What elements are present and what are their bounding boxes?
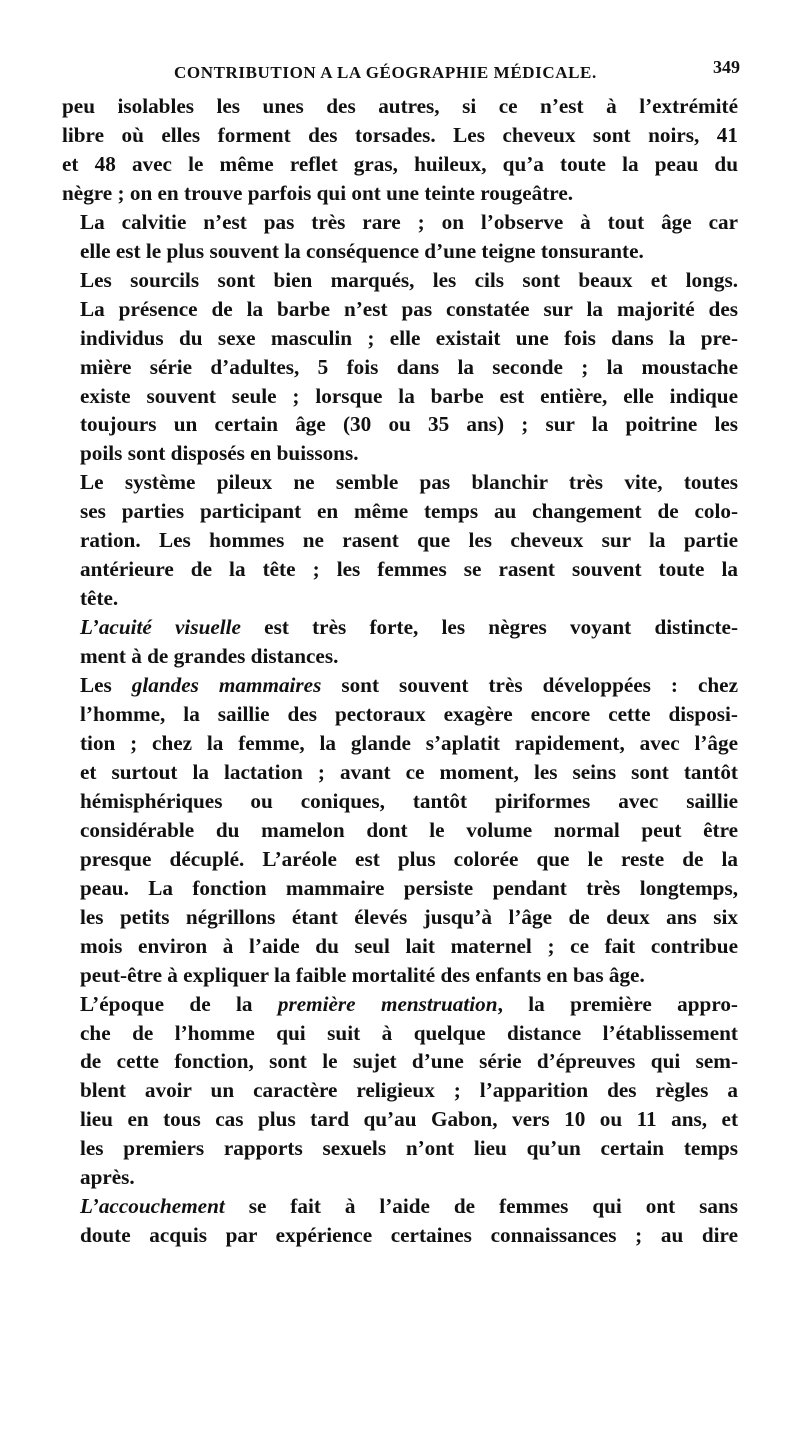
text-run: se fait à l’aide de femmes qui ont sans <box>224 1194 738 1219</box>
paragraph-sourcils <box>62 266 738 469</box>
header-title: CONTRIBUTION A LA GÉOGRAPHIE MÉDICALE. <box>174 63 597 82</box>
text-line: lieu en tous cas plus tard qu’au Gabon, vers 10 ou 11 ans, et <box>80 1107 738 1132</box>
text-line: mois environ à l’aide du seul lait maternel ; ce fait contribue <box>80 933 738 958</box>
text-line: tête. <box>80 586 119 611</box>
text-line: et 48 avec le même reflet gras, huileux, qu’a toute la peau du <box>62 151 738 176</box>
text-line: ses parties participant en même temps au changement de colo- <box>80 499 738 524</box>
text-line: ration. Les hommes ne rasent que les cheveux sur la partie <box>80 528 738 553</box>
text-run: est très forte, les nègres voyant distincte- <box>240 615 739 640</box>
paragraph-calvitie <box>62 208 738 266</box>
text-line: presque décuplé. L’aréole est plus colorée que le reste de la <box>80 846 738 871</box>
text-line: peau. La fonction mammaire persiste pendant très longtemps, <box>80 875 738 900</box>
text-line: doute acquis par expérience certaines connaissances ; au dire <box>80 1223 738 1248</box>
text-line <box>62 990 738 1019</box>
text-line: tion ; chez la femme, la glande s’aplatit rapidement, avec l’âge <box>80 730 738 755</box>
text-line: mière série d’adultes, 5 fois dans la seconde ; la moustache <box>80 354 738 379</box>
text-line: elle est le plus souvent la conséquence d’une teigne tonsurante. <box>80 238 644 263</box>
text-line: après. <box>80 1165 135 1190</box>
text-line: che de l’homme qui suit à quelque distance l’établissement <box>80 1020 738 1045</box>
paragraph-acuite-visuelle <box>62 613 738 671</box>
text-line: individus du sexe masculin ; elle existait une fois dans la pre- <box>80 325 738 350</box>
text-line: l’homme, la saillie des pectoraux exagère encore cette disposi- <box>80 702 738 727</box>
paragraph-systeme-pileux <box>62 468 738 613</box>
paragraph-glandes-mammaires <box>62 671 738 989</box>
emphasis-term: L’acuité visuelle <box>80 615 241 640</box>
text-line: peu isolables les unes des autres, si ce n’est à l’extrémité <box>62 94 738 118</box>
text-run: sont souvent très développées : chez <box>321 673 738 698</box>
text-line: de cette fonction, sont le sujet d’une série d’épreuves qui sem- <box>80 1049 738 1074</box>
text-line: antérieure de la tête ; les femmes se rasent souvent toute la <box>80 557 738 582</box>
text-line: nègre ; on en trouve parfois qui ont une teinte rougeâtre. <box>62 180 574 205</box>
paragraph-hair-color <box>62 92 738 208</box>
paragraph-menstruation <box>62 990 738 1193</box>
text-line: existe souvent seule ; lorsque la barbe est entière, elle indique <box>80 383 738 408</box>
text-line: poils sont disposés en buissons. <box>80 441 359 466</box>
body-text <box>62 92 738 1250</box>
text-line: La présence de la barbe n’est pas constatée sur la majorité des <box>80 296 738 321</box>
text-line: La calvitie n’est pas très rare ; on l’observe à tout âge car <box>80 209 738 234</box>
text-line: Le système pileux ne semble pas blanchir très vite, toutes <box>80 470 738 495</box>
text-line: Les sourcils sont bien marqués, les cils sont beaux et longs. <box>80 267 738 292</box>
text-line: considérable du mamelon dont le volume normal peut être <box>80 817 738 842</box>
text-line: les petits négrillons étant élevés jusqu’à l’âge de deux ans six <box>80 904 738 929</box>
paragraph-accouchement <box>62 1192 738 1250</box>
text-line: blent avoir un caractère religieux ; l’apparition des règles a <box>80 1078 738 1103</box>
running-header <box>62 57 740 85</box>
text-line: toujours un certain âge (30 ou 35 ans) ; sur la poitrine les <box>80 412 738 437</box>
text-run: Les <box>80 673 132 698</box>
text-line <box>62 1192 738 1221</box>
text-run: , la première appro- <box>497 991 738 1016</box>
text-line <box>62 671 738 700</box>
emphasis-term: première menstruation <box>277 991 498 1016</box>
text-line: ment à de grandes distances. <box>80 644 339 669</box>
page-number: 349 <box>713 57 740 77</box>
emphasis-term: glandes mammaires <box>131 673 322 698</box>
text-line: hémisphériques ou coniques, tantôt piriformes avec saillie <box>80 788 738 813</box>
text-line <box>62 613 738 642</box>
text-line: libre où elles forment des torsades. Les cheveux sont noirs, 41 <box>62 122 738 147</box>
text-line: les premiers rapports sexuels n’ont lieu qu’un certain temps <box>80 1136 738 1161</box>
emphasis-term: L’accouchement <box>80 1194 225 1219</box>
text-line: peut-être à expliquer la faible mortalité des enfants en bas âge. <box>80 962 645 987</box>
text-run: L’époque de la <box>80 991 278 1016</box>
text-line: et surtout la lactation ; avant ce moment, les seins sont tantôt <box>80 759 738 784</box>
